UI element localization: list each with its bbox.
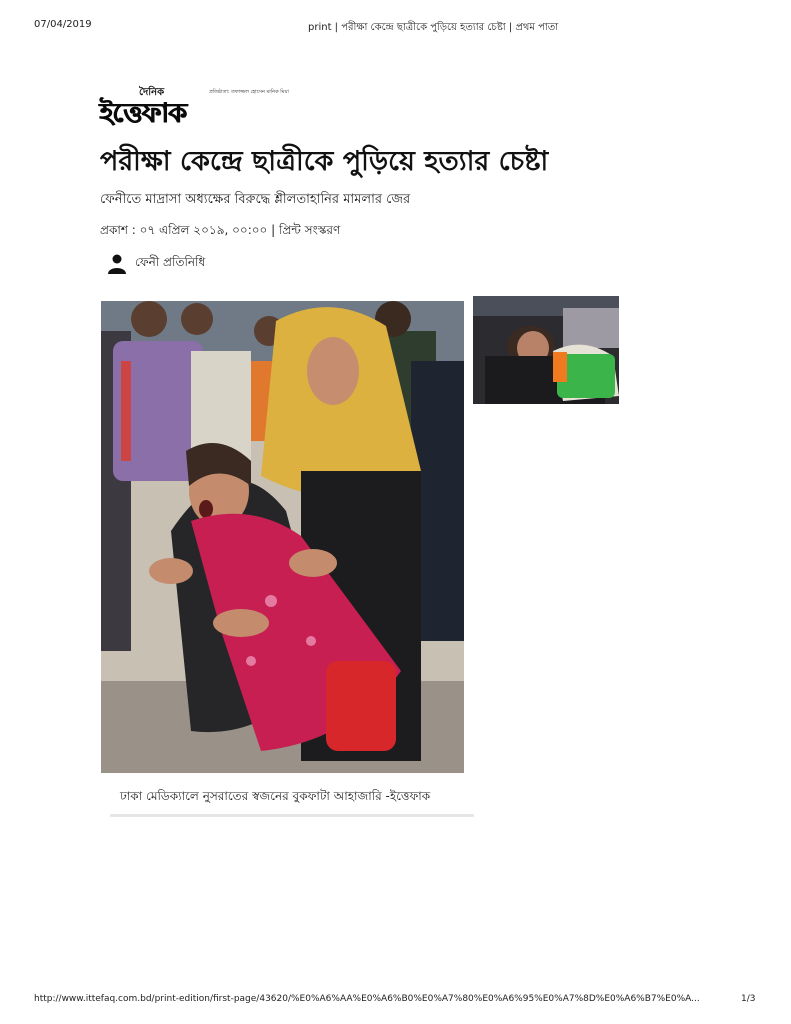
grieving-women-image xyxy=(101,301,464,773)
print-page-title: print | পরীক্ষা কেন্দ্রে ছাত্রীকে পুড়িয়ে হত্যার চেষ্টা | প্রথম পাতা xyxy=(308,22,559,33)
main-article-photo[interactable] xyxy=(101,301,464,773)
article-headline: পরীক্ষা কেন্দ্রে ছাত্রীকে পুড়িয়ে হত্যার চেষ্টা xyxy=(100,146,549,177)
thumbnail-photo[interactable] xyxy=(473,296,619,404)
article-subheadline: ফেনীতে মাদ্রাসা অধ্যক্ষের বিরুদ্ধে শ্লীলতাহানির মামলার জের xyxy=(100,192,411,207)
caption-divider xyxy=(110,814,474,817)
publish-info: প্রকাশ : ০৭ এপ্রিল ২০১৯, ০০:০০ | প্রিন্ট সংস্করণ xyxy=(100,223,341,237)
user-icon xyxy=(108,254,126,274)
logo-tagline: প্রতিষ্ঠাতা: তফাজ্জল হোসেন মানিক মিয়া xyxy=(209,89,289,95)
photo-caption: ঢাকা মেডিক্যালে নুসরাতের স্বজনের বুকফাটা আহাজারি -ইত্তেফাক xyxy=(120,789,431,803)
ittefaq-logo[interactable] xyxy=(99,87,289,129)
footer-url[interactable]: http://www.ittefaq.com.bd/print-edition/first-page/43620/%E0%A6%AA%E0%A6%B0%E0%A7%80%E0%A6%95%E0%A7%8D%E0%A6%B7%E0%A... xyxy=(34,994,700,1004)
hospital-patient-image xyxy=(473,296,619,404)
logo-main-text: ইত্তেফাক xyxy=(99,98,186,129)
footer-page-number: 1/3 xyxy=(741,994,756,1004)
print-date: 07/04/2019 xyxy=(34,19,92,30)
byline-author: ফেনী প্রতিনিধি xyxy=(135,255,206,269)
logo-small-text: দৈনিক xyxy=(139,87,165,98)
byline xyxy=(108,254,205,274)
